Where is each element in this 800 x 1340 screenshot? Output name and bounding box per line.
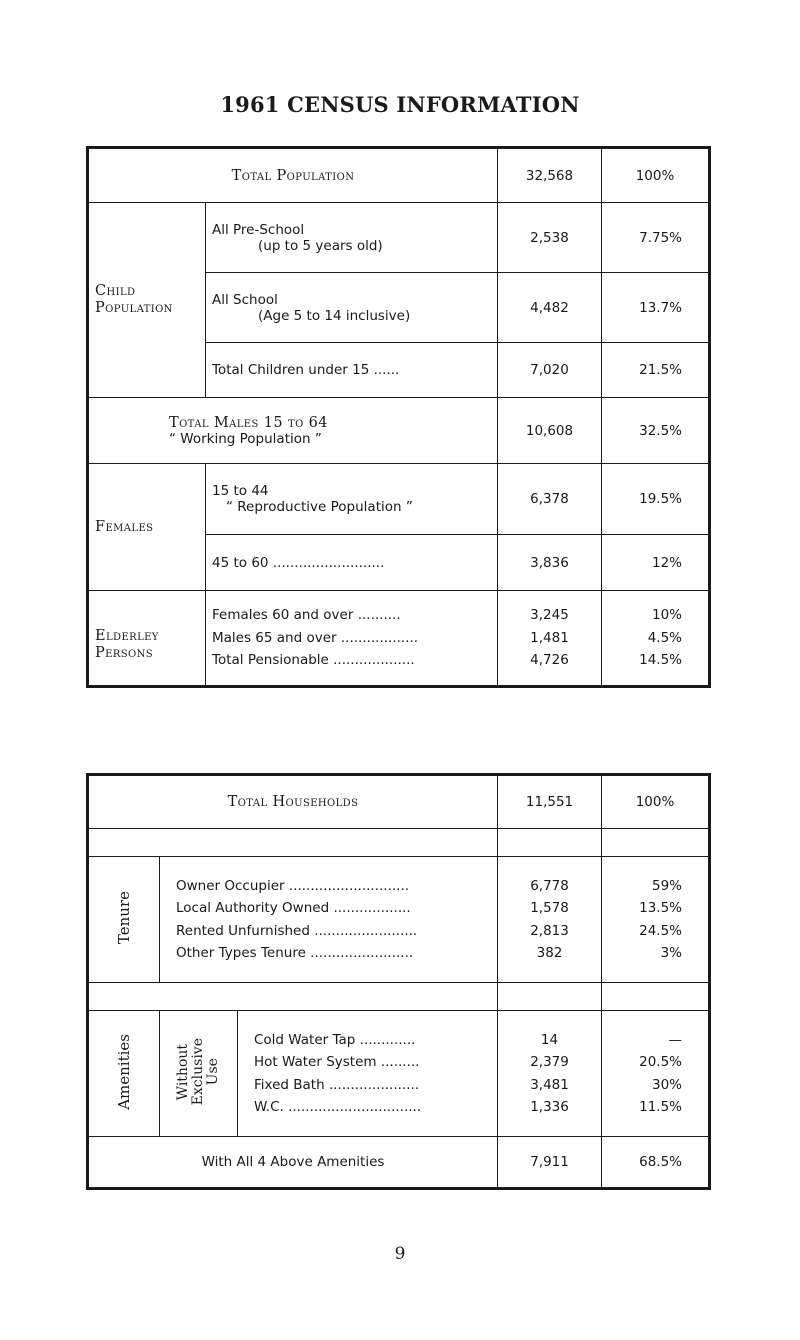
total-population-pct: 100% <box>602 148 710 203</box>
table-row <box>88 829 710 857</box>
elderly-pcts: 10% 4.5% 14.5% <box>602 591 710 687</box>
table-row <box>88 464 710 535</box>
working-population-value: 10,608 <box>498 398 602 464</box>
spacer-cell <box>498 983 602 1011</box>
page-number: 9 <box>394 1244 406 1264</box>
school-value: 4,482 <box>498 273 602 343</box>
table-row <box>88 775 710 829</box>
table-row <box>88 983 710 1011</box>
school-pct: 13.7% <box>602 273 710 343</box>
table-row <box>88 203 710 273</box>
amenities-group: Amenities <box>88 1011 160 1137</box>
elderly-group: Elderley Persons <box>88 591 206 687</box>
table-row <box>88 1011 710 1137</box>
elderly-labels: Females 60 and over .......... Males 65 and over .................. Total Pensionable ................... <box>206 591 498 687</box>
all-amenities-pct: 68.5% <box>602 1137 710 1189</box>
pre-school-value: 2,538 <box>498 203 602 273</box>
table-row <box>88 1137 710 1189</box>
spacer-cell <box>88 829 498 857</box>
total-households-value: 11,551 <box>498 775 602 829</box>
reproductive-value: 6,378 <box>498 464 602 535</box>
tenure-values: 6,778 1,578 2,813 382 <box>498 857 602 983</box>
all-amenities-label: With All 4 Above Amenities <box>88 1137 498 1189</box>
spacer-cell <box>602 983 710 1011</box>
table-row <box>88 148 710 203</box>
females-45-60-value: 3,836 <box>498 535 602 591</box>
children-under-15-label: Total Children under 15 ...... <box>206 343 498 398</box>
reproductive-label: 15 to 44 “ Reproductive Population ” <box>206 464 498 535</box>
working-population-label: Total Males 15 to 64 “ Working Population ” <box>88 398 498 464</box>
total-households-label: Total Households <box>88 775 498 829</box>
amenities-pcts: — 20.5% 30% 11.5% <box>602 1011 710 1137</box>
child-population-group: Child Population <box>88 203 206 398</box>
reproductive-pct: 19.5% <box>602 464 710 535</box>
school-label: All School (Age 5 to 14 inclusive) <box>206 273 498 343</box>
elderly-values: 3,245 1,481 4,726 <box>498 591 602 687</box>
total-population-label: Total Population <box>88 148 498 203</box>
tenure-labels: Owner Occupier ............................ Local Authority Owned .................. Rented Unfurnished ........................ Other Types Tenure ........................ <box>160 857 498 983</box>
females-45-60-pct: 12% <box>602 535 710 591</box>
households-table <box>86 773 711 1190</box>
table-row <box>88 398 710 464</box>
without-exclusive-use-group: Without Exclusive Use <box>160 1011 238 1137</box>
population-table <box>86 146 711 688</box>
pre-school-pct: 7.75% <box>602 203 710 273</box>
females-45-60-label: 45 to 60 .......................... <box>206 535 498 591</box>
total-population-value: 32,568 <box>498 148 602 203</box>
children-under-15-pct: 21.5% <box>602 343 710 398</box>
total-households-pct: 100% <box>602 775 710 829</box>
children-under-15-value: 7,020 <box>498 343 602 398</box>
spacer-cell <box>602 829 710 857</box>
amenities-labels: Cold Water Tap ............. Hot Water System ......... Fixed Bath ..................... W.C. ............................... <box>238 1011 498 1137</box>
females-group: Females <box>88 464 206 591</box>
amenities-values: 14 2,379 3,481 1,336 <box>498 1011 602 1137</box>
pre-school-label: All Pre-School (up to 5 years old) <box>206 203 498 273</box>
working-population-pct: 32.5% <box>602 398 710 464</box>
all-amenities-value: 7,911 <box>498 1137 602 1189</box>
spacer-cell <box>88 983 498 1011</box>
tenure-group: Tenure <box>88 857 160 983</box>
tenure-pcts: 59% 13.5% 24.5% 3% <box>602 857 710 983</box>
table-row <box>88 857 710 983</box>
table-row <box>88 591 710 687</box>
page-title: 1961 CENSUS INFORMATION <box>220 92 580 117</box>
spacer-cell <box>498 829 602 857</box>
